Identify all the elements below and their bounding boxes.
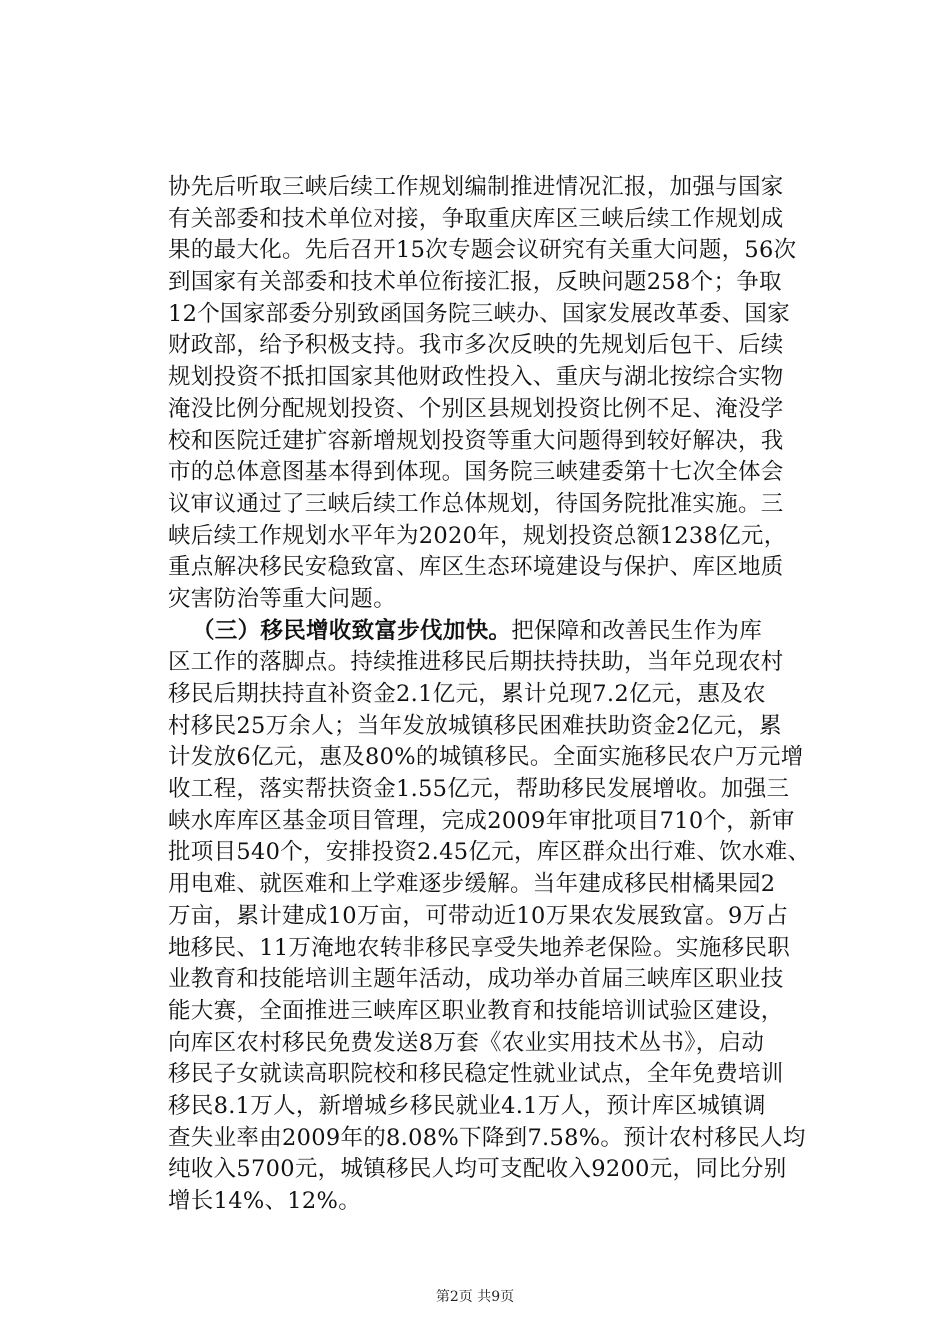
text-line: 市的总体意图基本得到体现。国务院三峡建委第十七次全体会	[168, 459, 784, 486]
text-line: 到国家有关部委和技术单位衔接汇报，反映问题258个；争取	[168, 269, 782, 296]
page-number: 第2页 共9页	[435, 1289, 515, 1305]
text-line: 规划投资不抵扣国家其他财政性投入、重庆与湖北按综合实物	[168, 364, 784, 391]
document-body	[168, 172, 826, 1218]
text-line: 纯收入5700元，城镇移民人均可支配收入9200元，同比分别	[168, 1156, 787, 1183]
text-line: 计发放6亿元，惠及80%的城镇移民。全面实施移民农户万元增	[168, 744, 804, 771]
text-line: 重点解决移民安稳致富、库区生态环境建设与保护、库区地质	[168, 554, 784, 581]
text-line: 向库区农村移民免费发送8万套《农业实用技术丛书》，启动	[168, 1029, 765, 1056]
section-heading: （三）移民增收致富步伐加快。	[192, 617, 512, 644]
section-heading-line	[168, 616, 826, 648]
text-line: 灾害防治等重大问题。	[168, 585, 397, 612]
text-line: 能大赛，全面推进三峡库区职业教育和技能培训试验区建设，	[168, 997, 784, 1024]
text-line: 财政部，给予积极支持。我市多次反映的先规划后包干、后续	[168, 332, 784, 359]
text-line: 移民子女就读高职院校和移民稳定性就业试点，全年免费培训	[168, 1061, 784, 1088]
text-line: 收工程，落实帮扶资金1.55亿元，帮助移民发展增收。加强三	[168, 776, 790, 803]
section-heading-rest: 把保障和改善民生作为库	[511, 617, 763, 644]
text-line: 峡水库库区基金项目管理，完成2009年审批项目710个，新审	[168, 807, 795, 834]
text-line: 移民后期扶持直补资金2.1亿元，累计兑现7.2亿元，惠及农	[168, 681, 766, 707]
text-line: 地移民、11万淹地农转非移民享受失地养老保险。实施移民职	[168, 934, 791, 961]
text-line: 果的最大化。先后召开15次专题会议研究有关重大问题，56次	[168, 237, 797, 264]
text-line: 查失业率由2009年的8.08%下降到7.58%。预计农村移民人均	[168, 1124, 806, 1151]
text-line: 有关部委和技术单位对接，争取重庆库区三峡后续工作规划成	[168, 205, 784, 232]
text-line: 区工作的落脚点。持续推进移民后期扶持扶助，当年兑现农村	[168, 649, 784, 676]
text-line: 淹没比例分配规划投资、个别区县规划投资比例不足、淹没学	[168, 395, 784, 422]
text-line: 万亩，累计建成10万亩，可带动近10万果农发展致富。9万占	[168, 902, 789, 929]
page-footer	[0, 1286, 950, 1306]
text-line: 用电难、就医难和上学难逐步缓解。当年建成移民柑橘果园2	[168, 871, 776, 898]
text-line: 12个国家部委分别致函国务院三峡办、国家发展改革委、国家	[168, 300, 791, 327]
text-line: 批项目540个，安排投资2.45亿元，库区群众出行难、饮水难、	[168, 839, 811, 866]
text-line: 议审议通过了三峡后续工作总体规划，待国务院批准实施。三	[168, 490, 784, 517]
text-line: 业教育和技能培训主题年活动，成功举办首届三峡库区职业技	[168, 966, 784, 993]
text-line: 校和医院迁建扩容新增规划投资等重大问题得到较好解决，我	[168, 427, 784, 454]
text-line: 协先后听取三峡后续工作规划编制推进情况汇报，加强与国家	[168, 174, 784, 200]
text-line: 增长14%、12%。	[168, 1188, 362, 1214]
text-line: 移民8.1万人，新增城乡移民就业4.1万人，预计库区城镇调	[168, 1092, 766, 1119]
text-line: 峡后续工作规划水平年为2020年，规划投资总额1238亿元，	[168, 522, 787, 549]
text-line: 村移民25万余人；当年发放城镇移民困难扶助资金2亿元，累	[168, 712, 782, 739]
